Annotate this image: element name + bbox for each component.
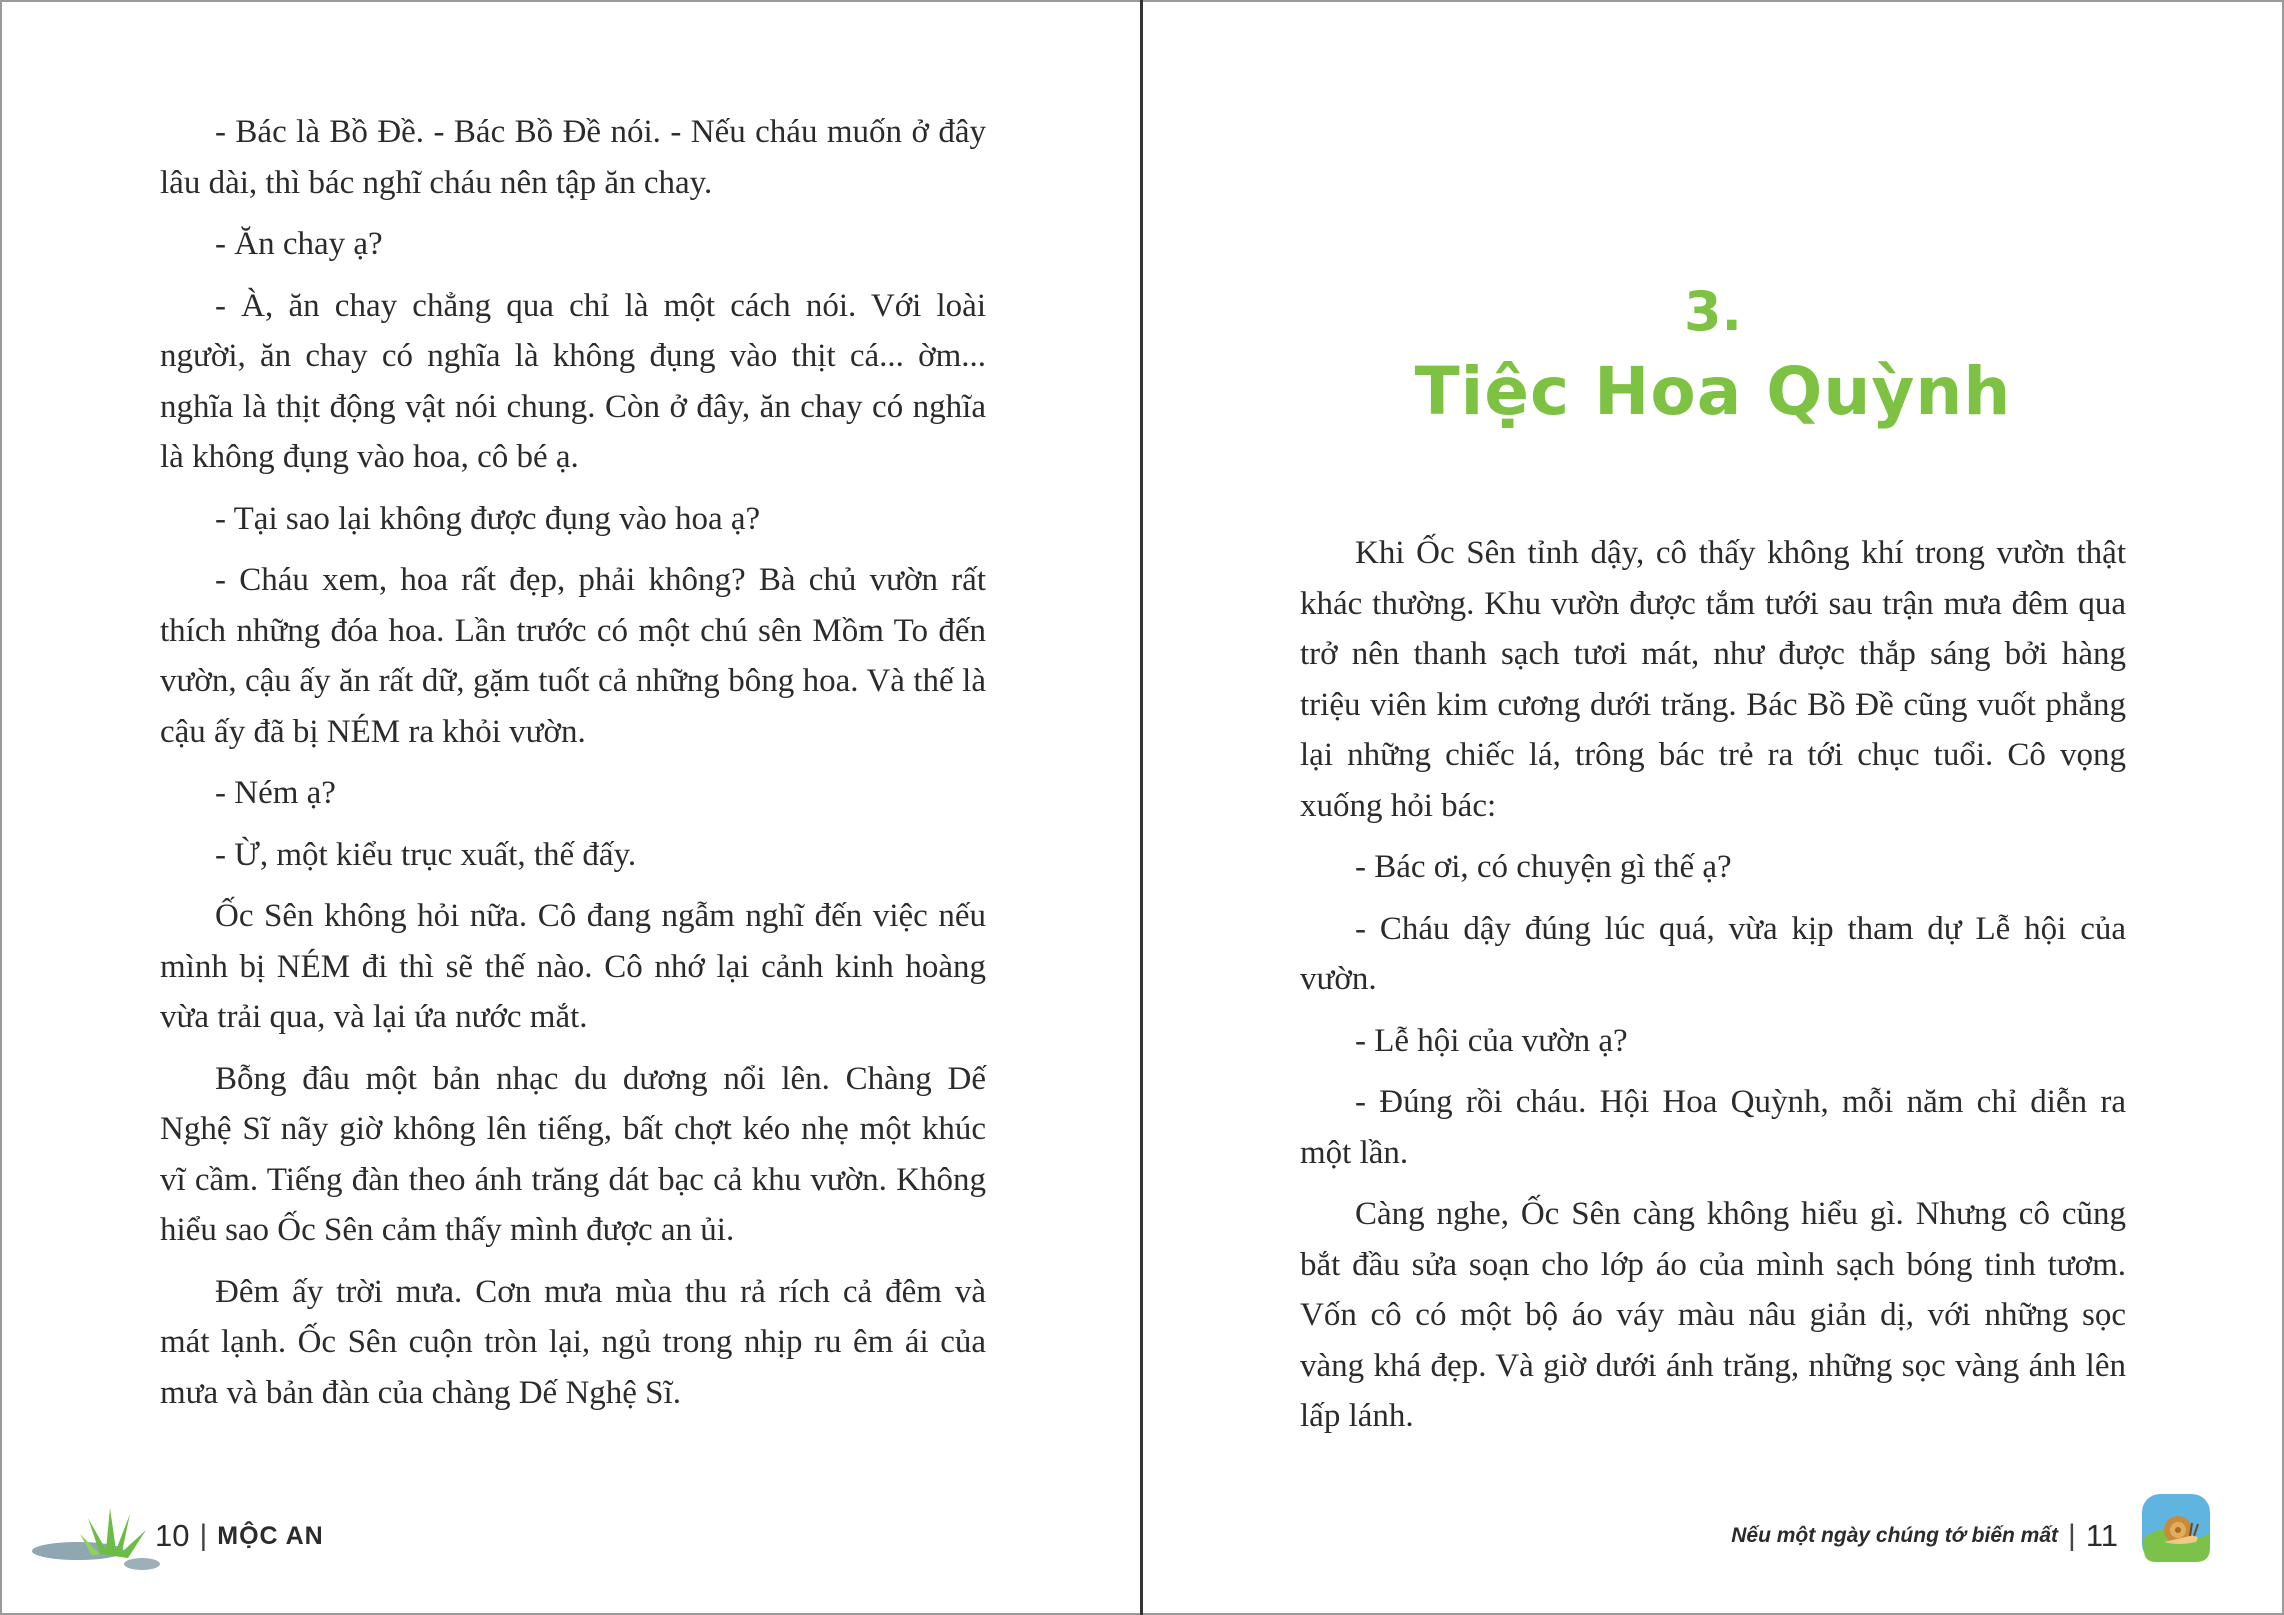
paragraph: - Cháu xem, hoa rất đẹp, phải không? Bà chủ vườn rất thích những đóa hoa. Lần trước có một chú sên Mồm To đến vườn, cậu ấy ăn rất dữ, gặm tuốt cả những bông hoa. Và thế là cậu ấy đã bị NÉM ra khỏi vườn. (160, 562, 986, 750)
paragraph: - Ăn chay ạ? (215, 226, 383, 262)
paragraph: - Ném ạ? (215, 775, 336, 811)
snail-illustration (2138, 1490, 2214, 1566)
right-footer (1731, 1514, 2118, 1558)
footer-separator: | (2068, 1519, 2076, 1552)
chapter-title: Tiệc Hoa Quỳnh (1414, 353, 2012, 430)
paragraph: - Bác là Bồ Đề. - Bác Bồ Đề nói. - Nếu cháu muốn ở đây lâu dài, thì bác nghĩ cháu nên tập ăn chay. (160, 114, 986, 201)
chapter-number: 3. (1683, 280, 1743, 343)
paragraph: - À, ăn chay chẳng qua chỉ là một cách nói. Với loài người, ăn chay có nghĩa là không đụng vào thịt cá... ờm... nghĩa là thịt động vật nói chung. Còn ở đây, ăn chay có nghĩa là không đụng vào hoa, cô bé ạ. (160, 287, 986, 475)
paragraph: - Bác ơi, có chuyện gì thế ạ? (1355, 849, 1732, 885)
paragraph: - Lễ hội của vườn ạ? (1355, 1022, 1628, 1059)
page-number: 10 (155, 1518, 190, 1553)
paragraph: - Cháu dậy đúng lúc quá, vừa kịp tham dự Lễ hội của vườn. (1300, 910, 2126, 997)
footer-separator: | (199, 1519, 208, 1552)
grass-stone-illustration (30, 1500, 160, 1580)
paragraph: Càng nghe, Ốc Sên càng không hiểu gì. Nhưng cô cũng bắt đầu sửa soạn cho lớp áo của mình sạch bóng tinh tươm. Vốn cô có một bộ áo váy màu nâu giản dị, với những sọc vàng khá đẹp. Và giờ dưới ánh trăng, những sọc vàng ánh lên lấp lánh. (1300, 1196, 2126, 1434)
paragraph: Khi Ốc Sên tỉnh dậy, cô thấy không khí trong vườn thật khác thường. Khu vườn được tắm tưới sau trận mưa đêm qua trở nên thanh sạch tươi mát, như được thắp sáng bởi hàng triệu viên kim cương dưới trăng. Bác Bồ Đề cũng vuốt phẳng lại những chiếc lá, trông bác trẻ ra tới chục tuổi. Cô vọng xuống hỏi bác: (1300, 535, 2126, 824)
right-page-text (1300, 528, 2126, 1453)
paragraph: Đêm ấy trời mưa. Cơn mưa mùa thu rả rích cả đêm và mát lạnh. Ốc Sên cuộn tròn lại, ngủ trong nhịp ru êm ái của mưa và bản đàn của chàng Dế Nghệ Sĩ. (160, 1273, 986, 1411)
paragraph: Bỗng đâu một bản nhạc du dương nổi lên. Chàng Dế Nghệ Sĩ nãy giờ không lên tiếng, bất chợt kéo nhẹ một khúc vĩ cầm. Tiếng đàn theo ánh trăng dát bạc cả khu vườn. Không hiểu sao Ốc Sên cảm thấy mình được an ủi. (160, 1060, 986, 1248)
paragraph: - Ừ, một kiểu trục xuất, thế đấy. (215, 836, 637, 873)
left-page-text (160, 107, 986, 1429)
left-footer (155, 1514, 324, 1558)
book-gutter (1140, 0, 1143, 1615)
page-number: 11 (2085, 1518, 2118, 1553)
author-name: MỘC AN (217, 1521, 324, 1550)
book-title: Nếu một ngày chúng tớ biến mất (1731, 1524, 2059, 1547)
paragraph: - Đúng rồi cháu. Hội Hoa Quỳnh, mỗi năm chỉ diễn ra một lần. (1300, 1084, 2126, 1171)
paragraph: Ốc Sên không hỏi nữa. Cô đang ngẫm nghĩ đến việc nếu mình bị NÉM đi thì sẽ thế nào. Cô nhớ lại cảnh kinh hoàng vừa trải qua, và lại ứa nước mắt. (160, 898, 986, 1035)
paragraph: - Tại sao lại không được đụng vào hoa ạ? (215, 500, 761, 537)
